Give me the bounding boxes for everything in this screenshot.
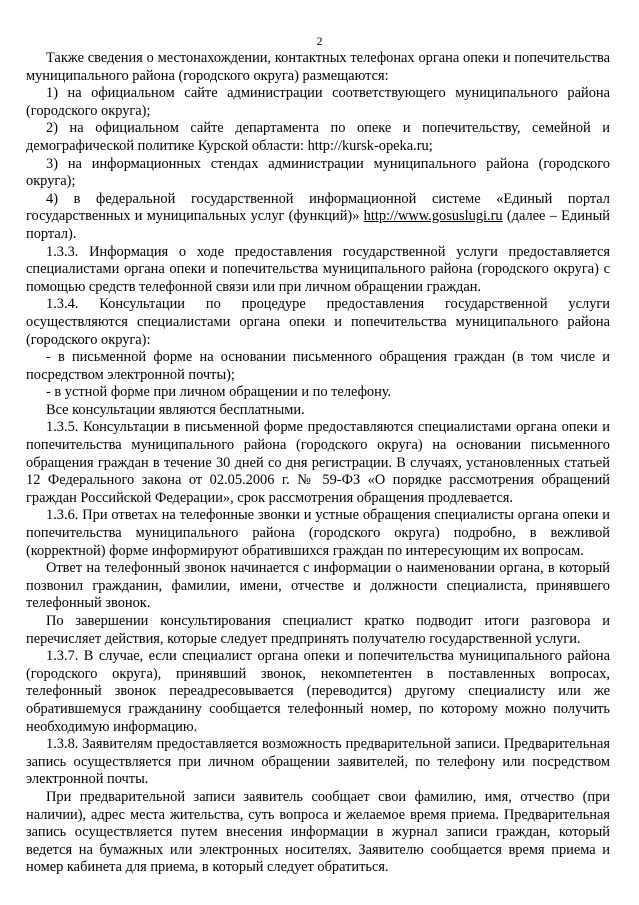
- paragraph-1-3-3: 1.3.3. Информация о ходе предоставления государственной услуги предоставляется специалистами органа опеки и попечительства муниципального района (городского округа) с помощью средств телефонной связи или при личном обращении граждан.: [26, 243, 610, 295]
- list-item-written-form: - в письменной форме на основании письменного обращения граждан (в том числе и посредством электронной почты);: [26, 349, 610, 383]
- gosuslugi-link[interactable]: http://www.gosuslugi.ru: [363, 208, 503, 225]
- document-body: [26, 50, 610, 877]
- paragraph-1-3-7: 1.3.7. В случае, если специалист органа опеки и попечительства муниципального района (городского округа), принявший звонок, некомпетентен в поставленных вопросах, телефонный звонок переадресовывается (переводится) другому специалисту или же обратившемуся гражданину сообщается телефонный номер, по которому можно получить необходимую информацию.: [26, 648, 610, 735]
- paragraph-1-3-5: 1.3.5. Консультации в письменной форме предоставляются специалистами органа опеки и попечительства муниципального района (городского округа) на основании письменного обращения граждан в течение 30 дней со дня регистрации. В случаях, установленных статьей 12 Федерального закона от 02.05.2006 г. № 59-ФЗ «О порядке рассмотрения обращений граждан Российской Федерации», срок рассмотрения обращения продлевается.: [26, 419, 610, 506]
- paragraph-phone-answer: Ответ на телефонный звонок начинается с информации о наименовании органа, в который позвонил гражданин, фамилии, имени, отчестве и должности специалиста, принявшего телефонный звонок.: [26, 560, 610, 612]
- paragraph-consultation-end: По завершении консультирования специалист кратко подводит итоги разговора и перечисляет действия, которые следует предпринять получателю государственной услуги.: [26, 613, 610, 647]
- paragraph-1-3-4: 1.3.4. Консультации по процедуре предоставления государственной услуги осуществляются специалистами органа опеки и попечительства муниципального района (городского округа):: [26, 296, 610, 348]
- list-item-unified-portal: [26, 191, 610, 244]
- list-item-oral-form: - в устной форме при личном обращении и по телефону.: [46, 384, 392, 401]
- paragraph-1-3-8: 1.3.8. Заявителям предоставляется возможность предварительной записи. Предварительная запись осуществляется при личном обращении заявителей, по телефону или посредством электронной почты.: [26, 736, 610, 788]
- list-item-department-site: 2) на официальном сайте департамента по опеке и попечительству, семейной и демографической политике Курской области: http://kursk-opeka.ru;: [26, 120, 610, 154]
- paragraph-preregistration: При предварительной записи заявитель сообщает свои фамилию, имя, отчество (при наличии), адрес места жительства, суть вопроса и желаемое время приема. Предварительная запись осуществляется путем внесения информации в журнал записи граждан, который ведется на бумажных или электронных носителях. Заявителю сообщается время приема и номер кабинета для приема, в который следует обратиться.: [26, 788, 610, 876]
- unified-portal-text-after: (далее – Единый портал).: [26, 208, 610, 242]
- paragraph-free-consultations: Все консультации являются бесплатными.: [46, 401, 305, 418]
- list-item-info-stands: 3) на информационных стендах администрации муниципального района (городского округа);: [26, 155, 610, 190]
- page-number: 2: [316, 34, 323, 48]
- list-item-admin-site: 1) на официальном сайте администрации соответствующего муниципального района (городского округа);: [26, 85, 610, 119]
- paragraph-1-3-6: 1.3.6. При ответах на телефонные звонки и устные обращения специалисты органа опеки и попечительства муниципального района (городского округа) подробно, в вежливой (корректной) форме информируют обратившихся граждан по интересующим их вопросам.: [26, 507, 610, 559]
- paragraph-location-info: Также сведения о местонахождении, контактных телефонах органа опеки и попечительства муниципального района (городского округа) размещаются:: [26, 50, 610, 84]
- unified-portal-text: 4) в федеральной государственной информационной системе «Единый портал государственных и муниципальных услуг (функций)»: [26, 190, 610, 225]
